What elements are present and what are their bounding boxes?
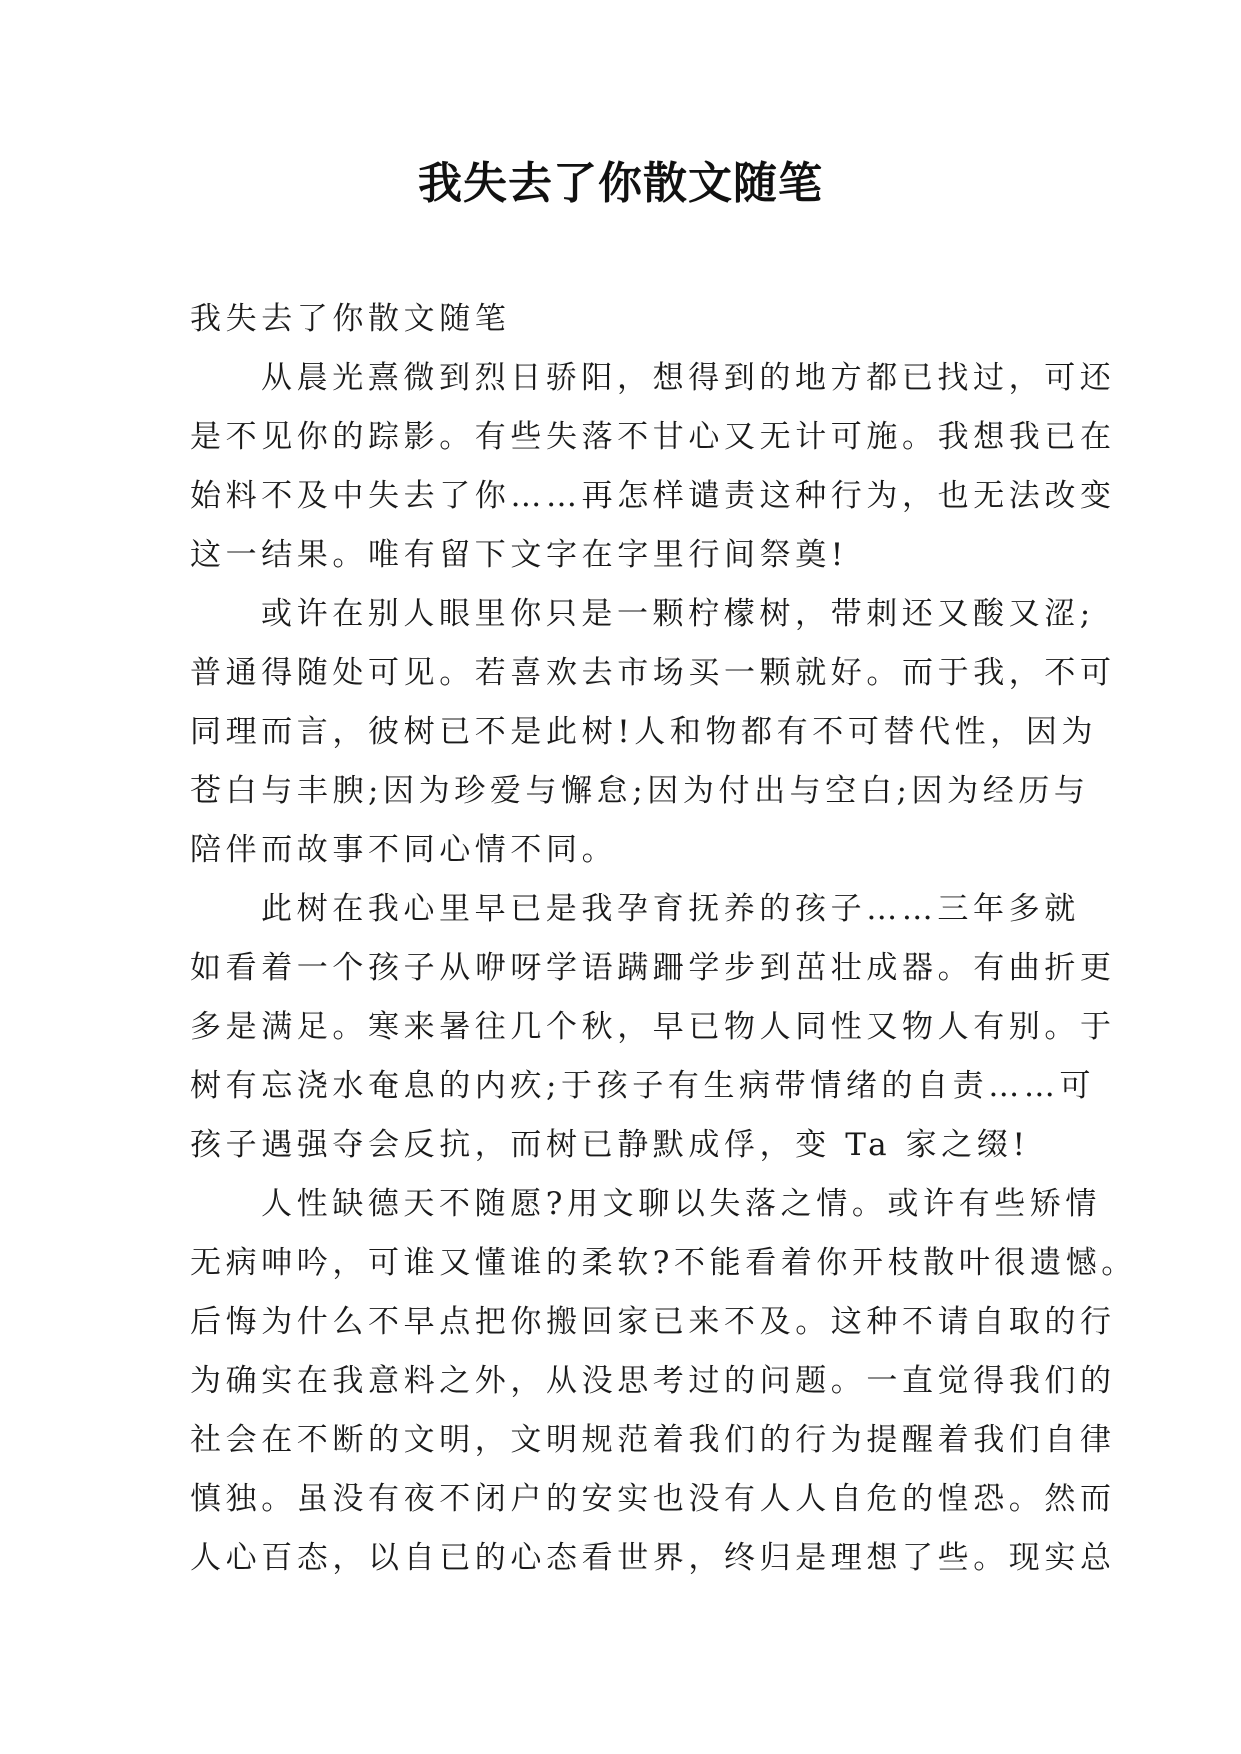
text-line: 为确实在我意料之外，从没思考过的问题。一直觉得我们的	[190, 1363, 1116, 1399]
text-line: 如看着一个孩子从咿呀学语蹒跚学步到茁壮成器。有曲折更	[190, 950, 1116, 986]
text-line: 人心百态，以自已的心态看世界，终归是理想了些。现实总	[190, 1540, 1116, 1576]
text-line: 孩子遇强夺会反抗，而树已静默成俘，变 Ta 家之缀!	[190, 1127, 1030, 1163]
text-line: 人性缺德天不随愿?用文聊以失落之情。或许有些矫情	[261, 1186, 1102, 1222]
text-line: 此树在我心里早已是我孕育抚养的孩子……三年多就	[261, 891, 1080, 927]
text-line: 社会在不断的文明，文明规范着我们的行为提醒着我们自律	[190, 1422, 1116, 1458]
text-line: 我失去了你散文随笔	[190, 301, 511, 337]
text-line: 无病呻吟，可谁又懂谁的柔软?不能看着你开枝散叶很遗憾。	[190, 1245, 1137, 1281]
text-line: 多是满足。寒来暑往几个秋，早已物人同性又物人有别。于	[190, 1009, 1116, 1045]
text-line: 树有忘浇水奄息的内疚;于孩子有生病带情绪的自责……可	[190, 1068, 1096, 1104]
text-line: 苍白与丰腴;因为珍爱与懈怠;因为付出与空白;因为经历与	[190, 773, 1090, 809]
text-line: 慎独。虽没有夜不闭户的安实也没有人人自危的惶恐。然而	[190, 1481, 1116, 1517]
text-line: 同理而言，彼树已不是此树!人和物都有不可替代性，因为	[190, 714, 1098, 750]
text-line: 始料不及中失去了你……再怎样谴责这种行为，也无法改变	[190, 478, 1116, 514]
document-body	[190, 290, 1137, 1588]
text-line: 或许在别人眼里你只是一颗柠檬树，带刺还又酸又涩;	[261, 596, 1095, 632]
text-line: 这一结果。唯有留下文字在字里行间祭奠!	[190, 537, 848, 573]
text-line: 后悔为什么不早点把你搬回家已来不及。这种不请自取的行	[190, 1304, 1116, 1340]
text-line: 是不见你的踪影。有些失落不甘心又无计可施。我想我已在	[190, 419, 1116, 455]
text-line: 陪伴而故事不同心情不同。	[190, 832, 618, 868]
document-title: 我失去了你散文随笔	[418, 158, 823, 209]
text-line: 从晨光熹微到烈日骄阳，想得到的地方都已找过，可还	[261, 360, 1116, 396]
text-line: 普通得随处可见。若喜欢去市场买一颗就好。而于我，不可	[190, 655, 1116, 691]
